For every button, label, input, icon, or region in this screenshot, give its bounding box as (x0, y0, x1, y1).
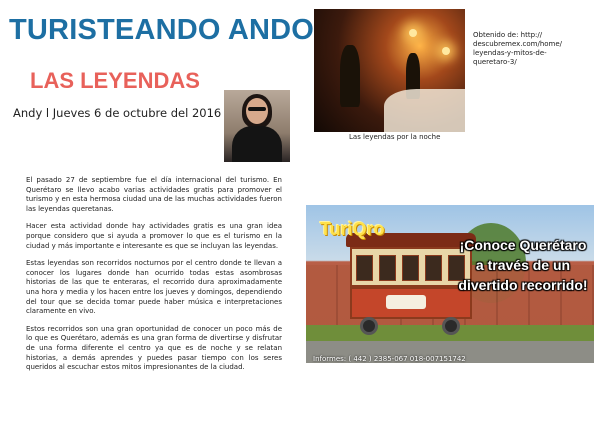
street-lamp (409, 29, 417, 37)
article-paragraph: Hacer esta actividad donde hay actividades gratis es una gran idea porque considero que si ayuda a promover lo que es el turismo en la ciudad y más importante e interesante es que se incluyan las leyendas. (26, 222, 282, 250)
article-paragraph: El pasado 27 de septiembre fue el día internacional del turismo. En Querétaro se llevo acabo varias actividades gratis para promover el turismo y en esta hermosa ciudad una de las muchas actividades fueron las leyendas queretanas. (26, 176, 282, 213)
photo-source-note (473, 31, 591, 67)
author-face (246, 98, 268, 124)
legend-tour-photo (314, 9, 465, 132)
article-body (26, 176, 282, 381)
author-body (232, 126, 282, 162)
ad-contact-info: Informes: ( 442 ) 2385-067 018-007151742 (313, 355, 466, 363)
tram-wheel (442, 317, 460, 335)
turiqro-advertisement (306, 205, 594, 363)
byline: Andy l Jueves 6 de octubre del 2016 (13, 106, 222, 120)
author-photo (224, 90, 290, 162)
ad-brand-logo: TuriQro (320, 219, 385, 239)
tram-window (402, 255, 419, 281)
source-line: leyendas-y-mitos-de- (473, 49, 547, 57)
article-paragraph: Estos recorridos son una gran oportunidad de conocer un poco más de lo que es Querétaro, además es una gran forma de divertirse y disfrutar de una forma diferente el centro ya que es de noche y se relatan historias, a demás aprendes y puedes pasar tiempo con los seres queridos al escuchar estos mitos impresionantes de la ciudad. (26, 324, 282, 372)
tram-window (356, 255, 373, 281)
audience-crowd (384, 89, 465, 132)
ad-slogan: ¡Conoce Querétaro a través de un divertido recorrido! (458, 237, 588, 293)
tram-upper-body (350, 247, 472, 287)
source-line: descubremex.com/home/ (473, 40, 563, 48)
performer-figure (340, 45, 360, 107)
tram-wheel (360, 317, 378, 335)
photo-caption: Las leyendas por la noche (349, 133, 441, 141)
tram-logo-plate (386, 295, 426, 309)
source-line: queretaro-3/ (473, 58, 517, 66)
section-title: LAS LEYENDAS (30, 68, 200, 93)
tram-window (379, 255, 396, 281)
tram-window (425, 255, 442, 281)
article-paragraph: Estas leyendas son recorridos nocturnos por el centro donde te llevan a conocer los lugares donde han ocurrido todas estas asombrosas historias de las que te enteraras, el recorrido dura aproximadamente una hora y media y los hacen entre los jueves y domingos, dependiendo del tour que se decida tomar puede haber música e interpretaciones claramente en vivo. (26, 259, 282, 316)
source-line: Obtenido de: http:// (473, 31, 543, 39)
street-lamp (442, 47, 450, 55)
author-glasses (248, 107, 266, 111)
magazine-title: TURISTEANDO ANDO (9, 14, 315, 46)
